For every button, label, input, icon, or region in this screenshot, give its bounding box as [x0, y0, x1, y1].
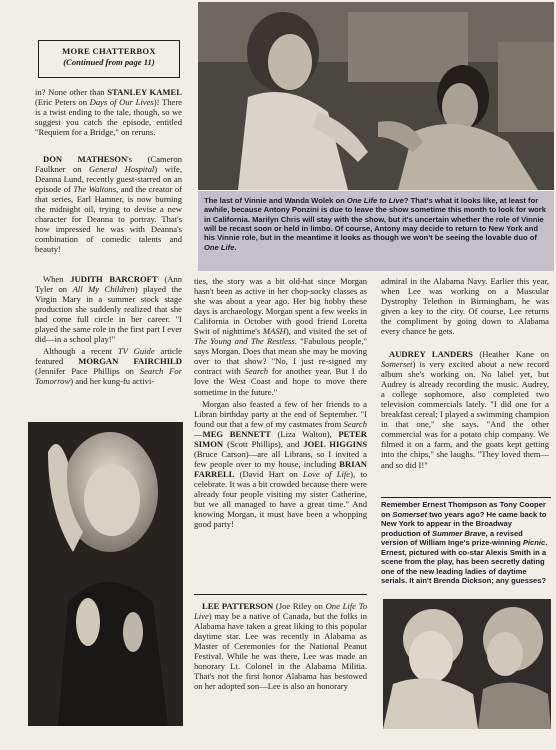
column-3b: [381, 349, 549, 472]
summer-brave-photo: [383, 599, 551, 729]
paragraph: AUDREY LANDERS (Heather Kane on Somerset) is very excited about a new record album she's working on. No label yet, but Audrey is already recording the music. Audrey, a college sophomore, also completed two television commercials lately. "I did one for a breakfast cereal; I played a swimming champion in that one," she says. "And the other commercial was for a potato chip company. We filmed it on a farm, and the goats kept getting into the chips," she laughs. "They loved them—and so did I!": [381, 349, 549, 470]
paragraph: Morgan also feasted a few of her friends to a Libran birthday party at the end of September. "I found out that a few of my castmates from Search—MEG BENNETT (Liza Walton), PETER SIMON (Scott Phillips), and JOEL HIGGINS (Bruce Carson)—are all Librans, so I invited a few people over to my house, including BRIAN FARRELL (David Hart on Love of Life), to celebrate. It was a bit crowded because there were already four people visiting my sister Catherine, but we all managed to have a great time." And knowing Morgan, it must have been a whopping good party!: [194, 398, 367, 530]
column-2b: [194, 601, 367, 693]
paragraph: ties, the story was a bit old-hat since Morgan hasn't been as active in her chop-socky classes as she was about a year ago. Her big hobby these days is archaeology. Morgan spent a few weeks in California in October with good friend Loretta Swit of nighttime's MASH), and visited the set of The Young and The Restless. "Fabulous people," says Morgan. Does that mean she may be moving over to that show? "No, I just re-signed my contract with Search for another year. But I do love the West Coast and hope to move there sometime in the future.": [194, 276, 367, 397]
column-3: [381, 276, 549, 338]
paragraph: LEE PATTERSON (Joe Riley on One Life To Live) may be a native of Canada, but the folks in Alabama have taken a great liking to this popular daytime star. Lee was recently in Alabama as Master of Ceremonies for the National Peanut Festival. While he was there, Lee was made an honorary Lt. Colonel in the Alabama Militia. That's not the first honor Alabama has bestowed on her adopted son—Lee is also an honorary: [194, 601, 367, 692]
paragraph: DON MATHESON's (Cameron Faulkner on General Hospital) wife, Deanna Lund, recently guest-starred on an episode of The Waltons, and the creator of that series, Earl Hamner, is now burning the midnight oil, trying to devise a new character for Deanna to portray. That's how impressed he was with Deanna's combination of comedic talents and beauty!: [35, 154, 182, 255]
section-divider: [194, 594, 367, 595]
paragraph: Although a recent TV Guide article featured MORGAN FAIRCHILD (Jennifer Pace Phillips on Search For Tomorrow) and her kung-fu activi-: [35, 346, 183, 387]
caption-divider: [381, 497, 551, 498]
top-photo-caption: The last of Vinnie and Wanda Wolek on One Life to Live? That's what it looks like, at least for awhile, because Antony Ponzini is due to leave the show sometime this month to look for work in California. Marilyn Chris will stay with the show, but it's uncertain whether the role of Vinnie will be recast soon or held in limbo. Of course, Antony may decide to return to New York and his Vinnie role, but in the meantime it looks as though we won't be seeing the lovable duo of One Life.: [198, 191, 554, 271]
one-life-to-live-photo: [198, 2, 554, 190]
box-title: MORE CHATTERBOX: [62, 46, 156, 56]
paragraph: admiral in the Alabama Navy. Earlier this year, when Lee was working on a Muscular Dystrophy Telethon in Birmingham, he was given a key to the city. Of course, Lee returns the compliment by going down to Alabama every chance he gets.: [381, 276, 549, 337]
photo-graphic-top: [198, 2, 554, 190]
box-subtitle: (Continued from page 11): [63, 57, 155, 67]
column-1b: [35, 154, 182, 256]
column-1c: [35, 274, 182, 389]
photo-graphic: [28, 422, 183, 726]
continuation-box: [38, 40, 180, 78]
column-2: [194, 276, 367, 531]
photo-graphic-right: [383, 599, 551, 729]
paragraph: When JUDITH BARCROFT (Ann Tyler on All My Children) played the Virgin Mary in a summer stock stage production she suddenly realized that she had come full circle in her career. "I played the same role in the first part I ever did—in a school play!": [35, 274, 183, 345]
morgan-fairchild-photo: [28, 422, 183, 726]
right-photo-caption: Remember Ernest Thompson as Tony Cooper on Somerset two years ago? He came back to New York to appear in the Broadway production of Summer Brave, a revised version of William Inge's prize-winning Picnic. Ernest, pictured with co-star Alexis Smith in a scene from the play, has been secretly dating one of the new leading ladies of daytime serials. It ain't Brenda Dickson; any guesses?: [381, 500, 551, 586]
paragraph: in? None other than STANLEY KAMEL (Eric Peters on Days of Our Lives)! There is a twist ending to the tale, though, so we suggest you catch the episode, entitled "Requiem for a Bridge," on reruns.: [35, 87, 182, 138]
column-1: [35, 87, 182, 139]
